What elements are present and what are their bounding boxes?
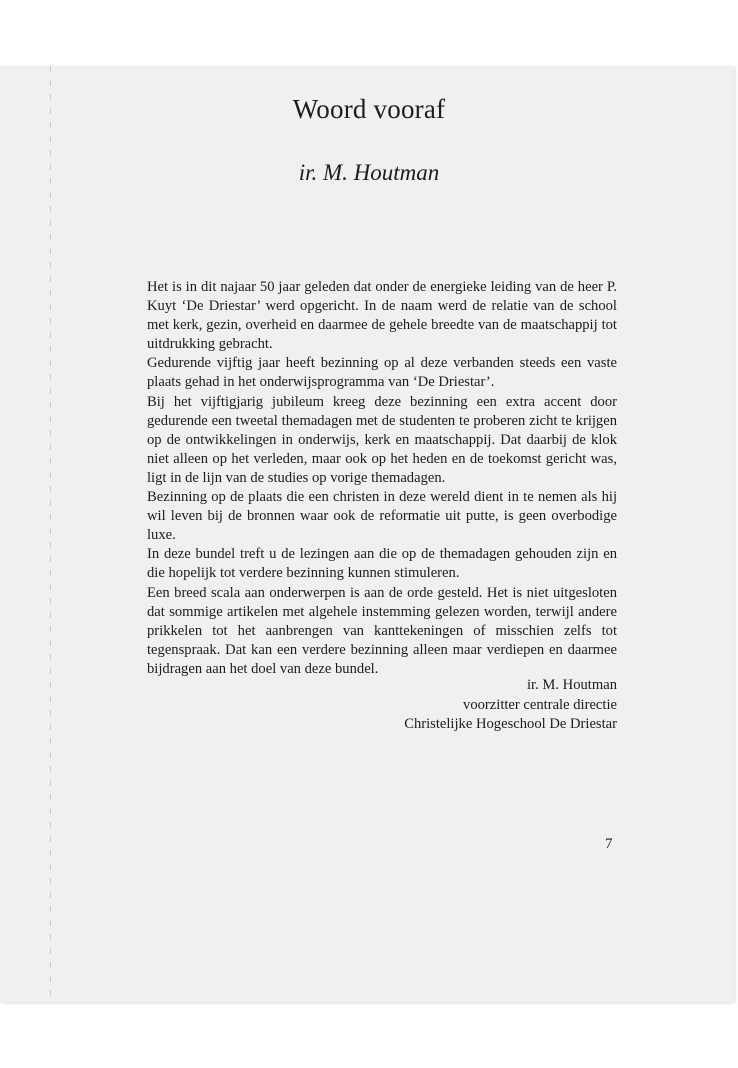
author-line: ir. M. Houtman: [298, 160, 440, 185]
paragraph-3: Bij het vijftigjarig jubileum kreeg deze bezinning een extra accent door gedurende een tweetal themadagen met de studenten te proberen zicht te krijgen op de ontwikkelingen in onderwijs, kerk en maatschappij. Dat daarbij de klok niet alleen op het verleden, maar ook op het heden en de toekomst gericht was, ligt in de lijn van de studies op vorige themadagen.: [147, 393, 617, 486]
page-title: Woord vooraf: [292, 94, 446, 124]
page-edge-shadow: [50, 66, 51, 1002]
signature-role: voorzitter centrale directie: [463, 696, 617, 713]
signature-name: ir. M. Houtman: [527, 677, 617, 693]
foreword-body: [147, 278, 617, 679]
paragraph-6: Een breed scala aan onderwerpen is aan de orde gesteld. Het is niet uitgesloten dat sommige artikelen met algehele instemming gelezen worden, terwijl andere prikkelen tot het aanbrengen van kanttekeningen of misschien zelfs tot tegenspraak. Dat kan een verdere bezinning alleen maar verdiepen en daarmee bijdragen aan het doel van deze bundel.: [147, 584, 617, 677]
paragraph-5: In deze bundel treft u de lezingen aan die op de themadagen gehouden zijn en die hopelijk tot verdere bezinning kunnen stimuleren.: [147, 546, 617, 582]
page-number: 7: [605, 836, 613, 852]
paragraph-4: Bezinning op de plaats die een christen in deze wereld dient in te nemen als hij wil leven bij de bronnen waar ook de reformatie uit putte, is geen overbodige luxe.: [147, 489, 617, 544]
signature-institution: Christelijke Hogeschool De Driestar: [404, 716, 617, 733]
signature-block: [404, 676, 617, 735]
paragraph-2: Gedurende vijftig jaar heeft bezinning op al deze verbanden steeds een vaste plaats gehad in het onderwijsprogramma van ‘De Driestar’.: [147, 355, 617, 391]
paragraph-1: Het is in dit najaar 50 jaar geleden dat onder de energieke leiding van de heer P. Kuyt ‘De Driestar’ werd opgericht. In de naam werd de relatie van de school met kerk, gezin, overheid en daarmee de gehele breedte van de maatschappij tot uitdrukking gebracht.: [147, 279, 617, 353]
